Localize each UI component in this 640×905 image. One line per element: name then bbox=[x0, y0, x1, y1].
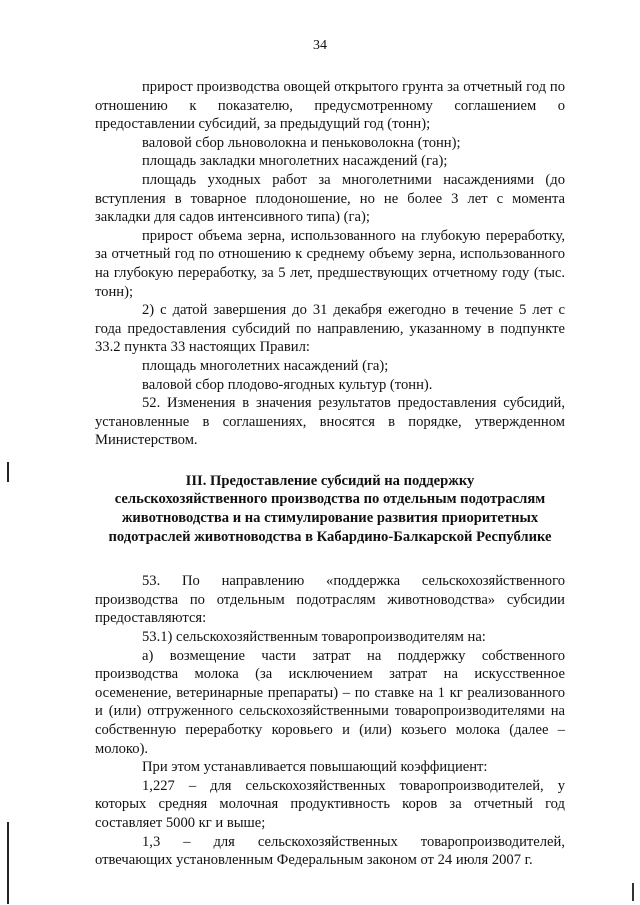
margin-mark bbox=[7, 462, 9, 482]
paragraph: валовой сбор льноволокна и пеньковолокна (тонн); bbox=[142, 134, 461, 151]
paragraph: 2) с датой завершения до 31 декабря ежегодно в течение 5 лет с года предоставления субсидий по направлению, указанному в подпункте 33.2 пункта 33 настоящих Правил: bbox=[95, 302, 565, 356]
paragraph: площадь закладки многолетних насаждений (га); bbox=[142, 153, 448, 170]
paragraph: 1,3 – для сельскохозяйственных товаропроизводителей, отвечающих установленным Федеральным законом от 24 июля 2007 г. bbox=[95, 833, 565, 869]
paragraph: 52. Изменения в значения результатов предоставления субсидий, установленные в соглашениях, вносятся в порядке, утвержденном Министерством. bbox=[95, 395, 565, 449]
document-body bbox=[95, 78, 565, 870]
paragraph: 53. По направлению «поддержка сельскохозяйственного производства по отдельным подотраслям животноводства» субсидии предоставляются: bbox=[95, 573, 565, 627]
paragraph: При этом устанавливается повышающий коэффициент: bbox=[142, 759, 488, 776]
paragraph: прирост производства овощей открытого грунта за отчетный год по отношению к показателю, предусмотренному соглашением о предоставлении субсидий, за предыдущий год (тонн); bbox=[95, 79, 565, 133]
margin-mark bbox=[632, 883, 634, 901]
section-title-line: животноводства и на стимулирование развития приоритетных bbox=[121, 510, 539, 527]
section-title-line: сельскохозяйственного производства по отдельным подотраслям bbox=[114, 491, 546, 508]
section-title-line: подотраслей животноводства в Кабардино-Балкарской Республике bbox=[108, 528, 552, 545]
paragraph: 1,227 – для сельскохозяйственных товаропроизводителей, у которых средняя молочная продуктивность коров за отчетный год составляет 5000 кг и выше; bbox=[95, 777, 565, 831]
paragraph: а) возмещение части затрат на поддержку собственного производства молока (за исключением затрат на искусственное осеменение, ветеринарные препараты) – по ставке на 1 кг реализованного и (или) отгруженного сельскохозяйственными товаропроизводителями на собственную переработку коровьего и (или) козьего молока (далее – молоко). bbox=[95, 647, 565, 757]
paragraph: 53.1) сельскохозяйственным товаропроизводителям на: bbox=[142, 629, 486, 646]
paragraph: прирост объема зерна, использованного на глубокую переработку, за отчетный год по отношению к среднему объему зерна, использованного на глубокую переработку, за 5 лет, предшествующих отчетному году (тыс. тонн); bbox=[95, 227, 565, 300]
section-title-line: III. Предоставление субсидий на поддержку bbox=[185, 472, 475, 489]
paragraph: площадь уходных работ за многолетними насаждениями (до вступления в товарное плодоношение, но не более 3 лет с момента закладки для садов интенсивного типа) (га); bbox=[95, 171, 565, 226]
margin-mark bbox=[7, 822, 9, 904]
page-number: 34 bbox=[313, 38, 327, 53]
paragraph: площадь многолетних насаждений (га); bbox=[142, 357, 389, 374]
paragraph: валовой сбор плодово-ягодных культур (тонн). bbox=[142, 376, 433, 393]
section-title bbox=[95, 472, 565, 546]
